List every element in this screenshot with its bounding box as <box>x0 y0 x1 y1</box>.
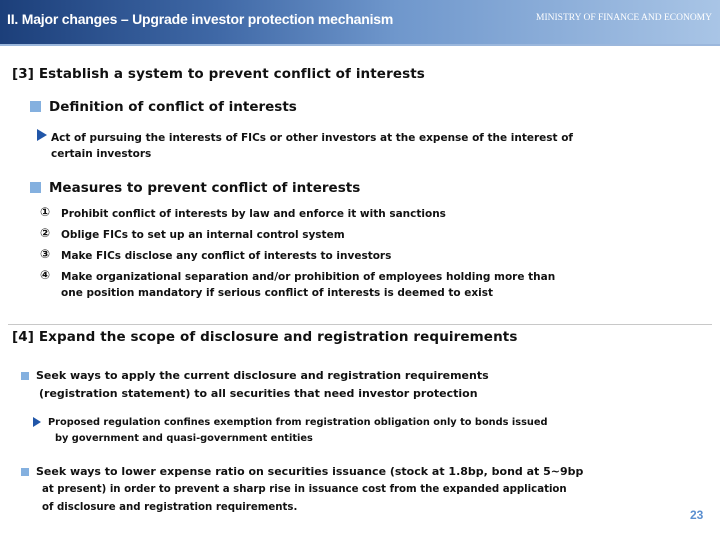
header-bar <box>0 0 720 44</box>
arrow-bullet-icon <box>33 417 41 427</box>
bullet-2-line-1: Seek ways to lower expense ratio on securities issuance (stock at 1.8bp, bond at 5~9bp <box>36 465 584 478</box>
bullet-2-text <box>36 463 583 517</box>
item-text: Make organizational separation and/or prohibition of employees holding more than <box>61 271 556 283</box>
measures-subheading <box>30 180 360 196</box>
item-number: ④ <box>40 268 51 282</box>
item-number: ③ <box>40 247 51 261</box>
measures-title: Measures to prevent conflict of interests <box>49 180 361 196</box>
bullet-1-sub-line-1: Proposed regulation confines exemption from registration obligation only to bonds issued <box>48 417 548 428</box>
header-divider <box>0 44 720 46</box>
item-number: ① <box>40 205 51 219</box>
arrow-bullet-icon <box>37 129 47 141</box>
item-text-continuation: one position mandatory if serious conflict of interests is deemed to exist <box>61 287 494 299</box>
section-divider <box>8 324 712 325</box>
page-number: 23 <box>690 508 704 522</box>
item-text: Oblige FICs to set up an internal control system <box>61 229 345 241</box>
bullet-1-text <box>36 367 489 403</box>
bullet-2-line-2: at present) in order to prevent a sharp rise in issuance cost from the expanded application <box>42 484 567 495</box>
item-text: Prohibit conflict of interests by law and enforce it with sanctions <box>61 208 446 220</box>
definition-line-2: certain investors <box>51 148 152 160</box>
bullet-1-line-2: (registration statement) to all securities that need investor protection <box>39 387 478 400</box>
item-number: ② <box>40 226 51 240</box>
bullet-1-line-1: Seek ways to apply the current disclosure and registration requirements <box>36 369 489 382</box>
definition-title: Definition of conflict of interests <box>49 99 297 115</box>
item-text: Make FICs disclose any conflict of interests to investors <box>61 250 392 262</box>
section-4-heading: [4] Expand the scope of disclosure and registration requirements <box>12 329 518 345</box>
square-bullet-icon <box>21 372 29 380</box>
square-bullet-icon <box>21 468 29 476</box>
definition-line-1: Act of pursuing the interests of FICs or other investors at the expense of the interest of <box>51 132 574 144</box>
square-bullet-icon <box>30 101 41 112</box>
bullet-1-subtext <box>48 415 548 447</box>
definition-subheading <box>30 99 297 115</box>
section-3-heading: [3] Establish a system to prevent conflict of interests <box>12 66 425 82</box>
bullet-2-line-3: of disclosure and registration requirements. <box>42 502 298 513</box>
square-bullet-icon <box>30 182 41 193</box>
definition-text <box>51 130 573 162</box>
ministry-name: MINISTRY OF FINANCE AND ECONOMY <box>536 13 712 23</box>
slide-title: II. Major changes – Upgrade investor protection mechanism <box>7 11 394 27</box>
bullet-1-sub-line-2: by government and quasi-government entities <box>55 433 313 444</box>
